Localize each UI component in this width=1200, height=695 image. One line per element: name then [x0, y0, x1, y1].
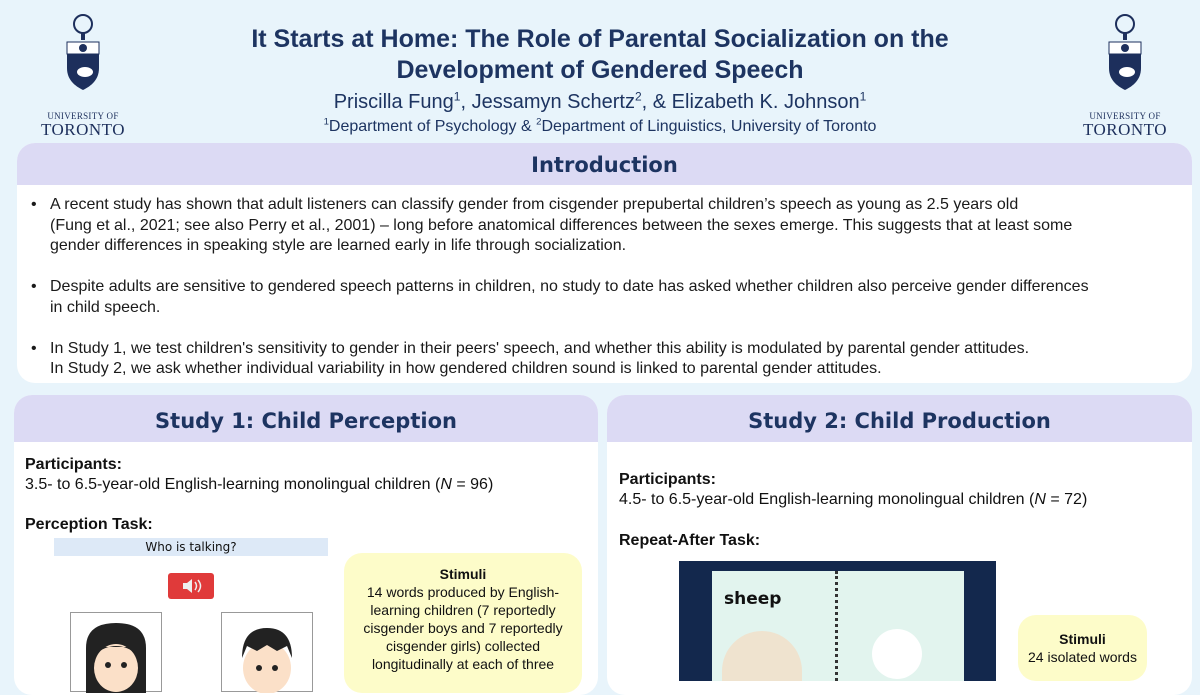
intro-bullet — [31, 339, 1192, 380]
line: cisgender boys and 7 reportedly — [363, 620, 563, 636]
introduction-panel — [17, 143, 1192, 383]
participants-text — [25, 476, 493, 494]
speaker-icon — [168, 573, 214, 599]
t: = 72) — [1045, 491, 1088, 508]
title-line: It Starts at Home: The Role of Parental Socialization on the — [251, 25, 949, 53]
affil-sup: 2 — [536, 116, 542, 128]
participants-label: Participants: — [619, 471, 716, 488]
stimuli-title: Stimuli — [439, 566, 487, 582]
line: (Fung et al., 2021; see also Perry et al., 2001) – long before anatomical differences between the sexes emerge. This suggests that at least some — [50, 216, 1073, 234]
line: • Despite adults are sensitive to gendered speech patterns in children, no study to date has asked whether children also perceive gender differences — [50, 278, 1089, 295]
participants-label: Participants: — [25, 456, 122, 473]
section-heading: Study 2: Child Production — [607, 395, 1192, 442]
book-pages — [712, 571, 964, 681]
n-label: N — [1034, 491, 1046, 508]
section-heading: Introduction — [17, 143, 1192, 185]
logo-text-university: UNIVERSITY OF — [1089, 111, 1161, 121]
author: Elizabeth K. Johnson — [671, 91, 860, 113]
logo-text-toronto: TORONTO — [40, 120, 126, 139]
affil-sup: 1 — [323, 116, 329, 128]
picture-book-image — [679, 561, 996, 681]
logo-text-toronto: TORONTO — [1082, 120, 1168, 139]
line: cisgender girls) collected — [385, 638, 541, 654]
author: Jessamyn Schertz — [471, 91, 635, 113]
stimuli-box — [1018, 615, 1147, 681]
line: learning children (7 reportedly — [370, 602, 556, 618]
crest-icon — [61, 14, 105, 102]
boy-face-option[interactable] — [221, 612, 313, 692]
study1-panel — [14, 395, 598, 695]
boy-face-icon — [222, 613, 312, 693]
participants-text — [619, 491, 1087, 509]
girl-face-icon — [71, 613, 161, 693]
book-spiral — [835, 571, 841, 681]
line: 14 words produced by English- — [366, 584, 560, 600]
book-word: sheep — [724, 589, 782, 609]
speaker-button[interactable] — [168, 573, 214, 599]
t: = 96) — [451, 476, 494, 493]
affil: Department of Linguistics, University of Toronto — [541, 118, 877, 135]
line: gender differences in speaking style are learned early in life through socialization. — [50, 237, 627, 254]
t: 3.5- to 6.5-year-old English-learning monolingual children ( — [25, 476, 441, 493]
sep: , — [460, 91, 472, 113]
author-sup: 2 — [634, 89, 642, 104]
authors — [200, 91, 1000, 114]
line: • In Study 1, we test children's sensitivity to gender in their peers' speech, and whether this ability is modulated by parental gender attitudes. — [50, 339, 1030, 357]
intro-bullet — [31, 277, 1192, 318]
sheep-icon — [722, 631, 802, 681]
study2-panel — [607, 395, 1192, 695]
affil: Department of Psychology & — [328, 118, 537, 135]
author: Priscilla Fung — [333, 91, 454, 113]
stimuli-text: 24 isolated words — [1028, 649, 1137, 665]
line: longitudinally at each of three — [371, 656, 555, 672]
author-sup: 1 — [859, 89, 867, 104]
intro-bullets — [17, 185, 1192, 380]
n-label: N — [440, 476, 452, 493]
affiliations — [200, 118, 1000, 136]
line: • A recent study has shown that adult listeners can classify gender from cisgender prepubertal children’s speech as young as 2.5 years old — [50, 196, 1019, 213]
stimuli-box — [344, 553, 582, 693]
line: in child speech. — [50, 298, 161, 316]
girl-face-option[interactable] — [70, 612, 162, 692]
empty-slot — [872, 629, 922, 679]
intro-bullet — [31, 195, 1192, 257]
title-line: Development of Gendered Speech — [396, 56, 804, 84]
sep: , & — [641, 91, 672, 113]
t: 4.5- to 6.5-year-old English-learning monolingual children ( — [619, 491, 1035, 508]
line: In Study 2, we ask whether individual variability in how gendered children sound is linked to parental gender attitudes. — [50, 360, 882, 377]
author-sup: 1 — [453, 89, 461, 104]
stimuli-title: Stimuli — [1059, 631, 1106, 647]
logo-text-university: UNIVERSITY OF — [47, 111, 119, 121]
section-heading: Study 1: Child Perception — [14, 395, 598, 442]
crest-icon — [1103, 14, 1147, 102]
task-label: Perception Task: — [25, 516, 153, 533]
poster-title — [200, 24, 1000, 86]
task-label: Repeat-After Task: — [619, 532, 761, 549]
university-logo-right — [1075, 14, 1175, 138]
university-logo-left — [33, 14, 133, 138]
task-prompt: Who is talking? — [54, 538, 328, 556]
